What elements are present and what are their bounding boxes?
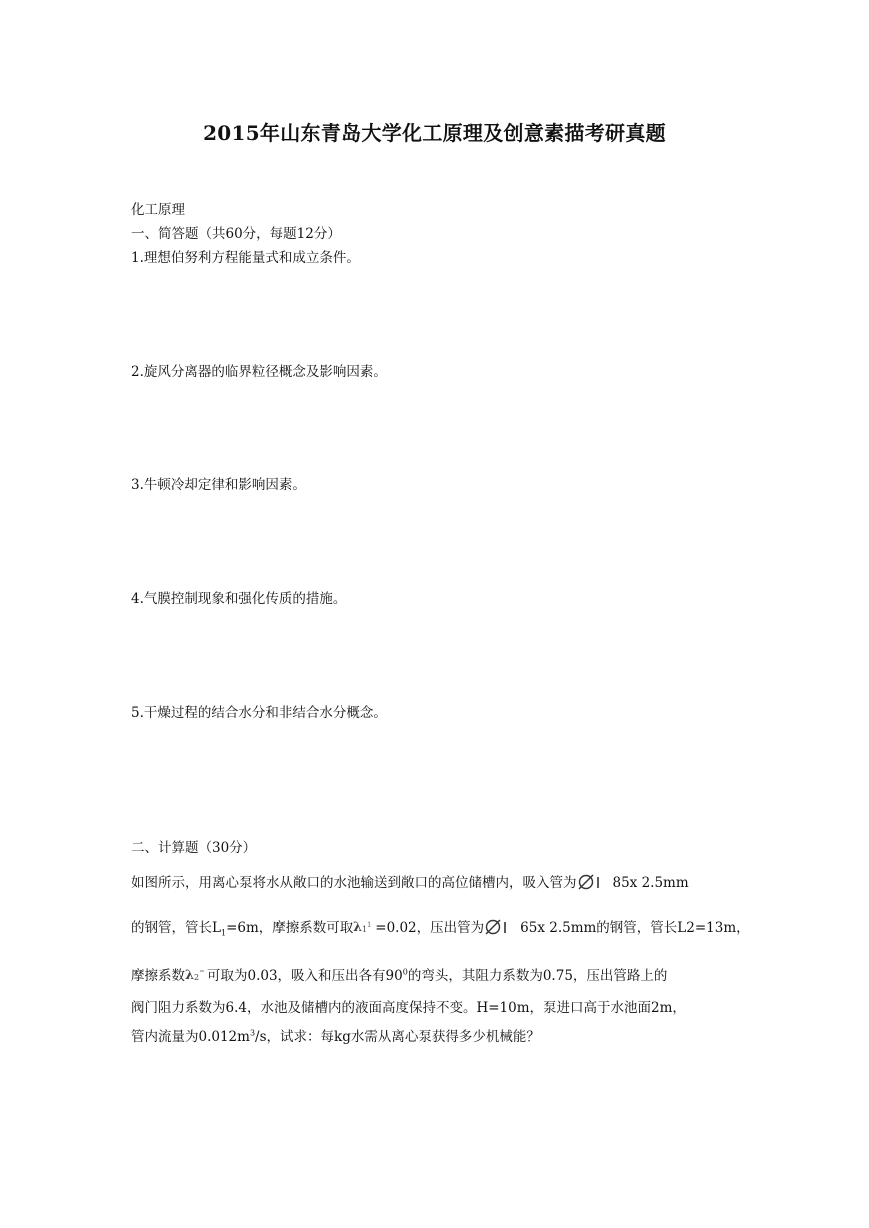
section-1-heading: 一、简答题（共60分，每题12分） (131, 226, 341, 242)
calc-line-5-text-a: 管内流量为0.012m (131, 1029, 250, 1045)
calc-line-1 (131, 871, 689, 894)
calc-line-2-text-d: 65x 2.5mm的钢管，管长L2=13m， (520, 920, 750, 936)
question-4: 4.气膜控制现象和强化传质的措施。 (131, 591, 347, 607)
calc-line-2 (131, 916, 750, 939)
svg-text:λ: λ (185, 967, 195, 983)
calc-line-3-superscript: 0 (402, 967, 408, 977)
svg-text:1: 1 (367, 920, 372, 929)
svg-text:1: 1 (362, 924, 368, 934)
svg-text:2: 2 (194, 972, 200, 982)
lambda2-symbol-icon (185, 967, 207, 987)
lambda1-symbol-icon (353, 919, 375, 939)
subject-heading: 化工原理 (131, 202, 185, 218)
section-2-heading: 二、计算题（30分） (131, 840, 257, 856)
calc-line-3 (131, 964, 667, 987)
calc-line-3-text-c: 的弯头，其阻力系数为0.75，压出管路上的 (407, 968, 668, 984)
question-1: 1.理想伯努利方程能量式和成立条件。 (131, 250, 360, 266)
calc-line-5 (131, 1025, 540, 1045)
question-3: 3.牛顿冷却定律和影响因素。 (131, 477, 306, 493)
calc-line-2-subscript: 1 (220, 928, 227, 938)
calc-line-3-text-b: 可取为0.03，吸入和压出各有90 (207, 968, 403, 984)
calc-line-4: 阀门阻力系数为6.4，水池及储槽内的液面高度保持不变。H=10m，泵进口高于水池面2m， (131, 1000, 686, 1016)
page-title: 2015年山东青岛大学化工原理及创意素描考研真题 (203, 121, 666, 145)
calc-line-2-text-b: =6m，摩擦系数可取 (226, 920, 354, 936)
svg-text:λ: λ (353, 919, 363, 935)
calc-line-3-text-a: 摩擦系数 (131, 968, 185, 984)
calc-line-5-text-b: /s，试求：每kg水需从离心泵获得多少机械能？ (255, 1029, 540, 1045)
diameter-symbol-icon-2 (484, 919, 508, 939)
calc-line-1-text-a: 如图所示，用离心泵将水从敞口的水池输送到敞口的高位储槽内，吸入管为 (131, 875, 577, 891)
calc-line-5-superscript: 3 (249, 1028, 256, 1038)
question-5: 5.干燥过程的结合水分和非结合水分概念。 (131, 705, 387, 721)
calc-line-1-text-b: 85x 2.5mm (612, 875, 689, 891)
question-2: 2.旋风分离器的临界粒径概念及影响因素。 (131, 364, 387, 380)
diameter-symbol-icon (577, 874, 601, 894)
calc-line-2-text-c: =0.02，压出管为 (375, 920, 485, 936)
calc-line-2-text-a: 的钢管，管长L (131, 920, 221, 936)
